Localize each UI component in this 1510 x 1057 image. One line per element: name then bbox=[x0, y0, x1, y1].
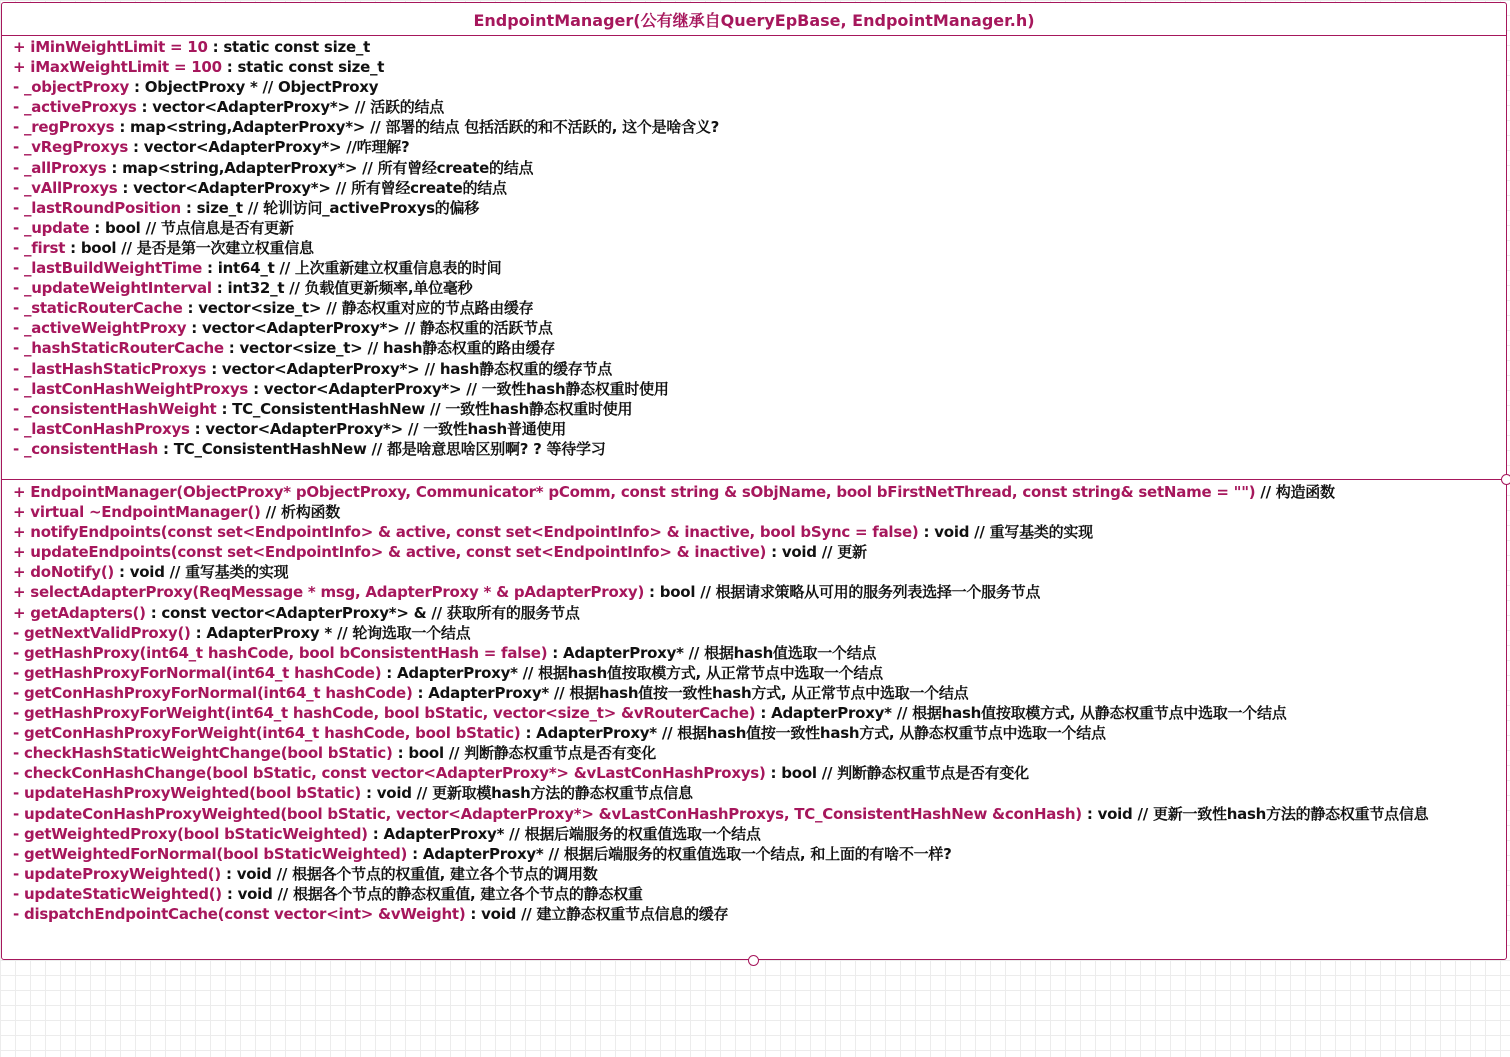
attribute-row[interactable] bbox=[13, 318, 1506, 338]
attribute-row[interactable] bbox=[13, 238, 1506, 258]
member-type: : const vector<AdapterProxy*> & // 获取所有的服务节点 bbox=[145, 603, 580, 622]
member-name: iMinWeightLimit = 10 bbox=[30, 38, 208, 56]
member-type: : void // 更新 bbox=[766, 543, 867, 562]
operations-compartment[interactable] bbox=[2, 480, 1506, 924]
operation-row[interactable] bbox=[13, 643, 1506, 663]
member-name: _objectProxy bbox=[23, 78, 130, 97]
member-name: _allProxys bbox=[23, 158, 107, 177]
operation-row[interactable] bbox=[13, 482, 1506, 502]
visibility-marker: - bbox=[13, 683, 24, 702]
attribute-row[interactable] bbox=[13, 37, 1506, 57]
attributes-compartment[interactable] bbox=[2, 36, 1506, 480]
operation-row[interactable] bbox=[13, 663, 1506, 683]
member-name: _update bbox=[23, 218, 90, 237]
visibility-marker: - bbox=[13, 643, 24, 662]
attribute-row[interactable] bbox=[13, 399, 1506, 419]
attribute-row[interactable] bbox=[13, 419, 1506, 439]
member-type: : static const size_t bbox=[207, 38, 371, 56]
visibility-marker: - bbox=[13, 824, 24, 843]
operation-row[interactable] bbox=[13, 804, 1506, 824]
member-name: updateEndpoints(const set<EndpointInfo> & active, const set<EndpointInfo> & inactive) bbox=[30, 543, 767, 562]
operation-row[interactable] bbox=[13, 582, 1506, 602]
visibility-marker: - bbox=[13, 178, 24, 197]
visibility-marker: + bbox=[13, 583, 31, 602]
operation-row[interactable] bbox=[13, 743, 1506, 763]
visibility-marker: - bbox=[13, 419, 24, 438]
member-type: : AdapterProxy* // 根据hash值按一致性hash方式, 从静态权重节点中选取一个结点 bbox=[520, 724, 1106, 743]
member-type: : AdapterProxy* // 根据后端服务的权重值选取一个结点 bbox=[367, 824, 761, 843]
member-name: getConHashProxyForNormal(int64_t hashCode) bbox=[23, 683, 413, 702]
visibility-marker: - bbox=[13, 744, 24, 763]
member-name: _lastConHashWeightProxys bbox=[23, 379, 249, 398]
member-name: getHashProxyForWeight(int64_t hashCode, bool bStatic, vector<size_t> &vRouterCache) bbox=[23, 704, 756, 723]
visibility-marker: - bbox=[13, 784, 24, 803]
visibility-marker: - bbox=[13, 764, 24, 783]
visibility-marker: - bbox=[13, 198, 24, 217]
operation-row[interactable] bbox=[13, 783, 1506, 803]
operation-row[interactable] bbox=[13, 502, 1506, 522]
member-name: doNotify() bbox=[30, 563, 115, 582]
operation-row[interactable] bbox=[13, 763, 1506, 783]
member-name: getNextValidProxy() bbox=[23, 623, 191, 642]
operation-row[interactable] bbox=[13, 723, 1506, 743]
visibility-marker: + bbox=[13, 503, 31, 522]
member-name: _lastRoundPosition bbox=[23, 198, 181, 217]
class-title[interactable]: EndpointManager(公有继承自QueryEpBase, EndpointManager.h) bbox=[2, 3, 1506, 36]
member-name: virtual ~EndpointManager() bbox=[30, 503, 261, 522]
operation-row[interactable] bbox=[13, 562, 1506, 582]
member-type: : void // 更新取模hash方法的静态权重节点信息 bbox=[361, 784, 693, 803]
member-type: : AdapterProxy* // 根据hash值按一致性hash方式, 从正常节点中选取一个结点 bbox=[412, 683, 969, 702]
visibility-marker: - bbox=[13, 78, 24, 97]
member-name: _vAllProxys bbox=[23, 178, 118, 197]
member-type: : vector<AdapterProxy*> // 静态权重的活跃节点 bbox=[186, 319, 553, 338]
member-type: : AdapterProxy* // 根据hash值按取模方式, 从正常节点中选取一个结点 bbox=[381, 663, 883, 682]
operation-row[interactable] bbox=[13, 683, 1506, 703]
member-name: updateProxyWeighted() bbox=[23, 864, 222, 883]
visibility-marker: + bbox=[13, 603, 31, 622]
visibility-marker: + bbox=[13, 38, 31, 56]
visibility-marker: - bbox=[13, 623, 24, 642]
member-name: getConHashProxyForWeight(int64_t hashCode, bool bStatic) bbox=[23, 724, 521, 743]
member-name: _activeWeightProxy bbox=[23, 319, 187, 338]
member-type: : bool // 判断静态权重节点是否有变化 bbox=[392, 744, 657, 763]
member-name: checkHashStaticWeightChange(bool bStatic) bbox=[23, 744, 393, 763]
member-name: EndpointManager(ObjectProxy* pObjectProxy, Communicator* pComm, const string & sObjName, bool bFirstNetThread, const string& setName = "") bbox=[30, 483, 1256, 501]
member-name: dispatchEndpointCache(const vector<int> &vWeight) bbox=[23, 904, 466, 923]
member-type: : void // 重写基类的实现 bbox=[918, 523, 1093, 542]
member-type: : vector<AdapterProxy*> //咋理解? bbox=[128, 138, 410, 157]
attribute-row[interactable] bbox=[13, 218, 1506, 238]
member-type: : TC_ConsistentHashNew // 都是啥意思啥区别啊? ? 等待学习 bbox=[158, 439, 606, 458]
member-name: getHashProxyForNormal(int64_t hashCode) bbox=[23, 663, 382, 682]
member-name: updateHashProxyWeighted(bool bStatic) bbox=[23, 784, 362, 803]
resize-handle-right[interactable] bbox=[1501, 474, 1510, 485]
visibility-marker: - bbox=[13, 259, 24, 278]
member-name: getWeightedForNormal(bool bStaticWeighted) bbox=[23, 844, 408, 863]
visibility-marker: - bbox=[13, 299, 24, 318]
visibility-marker: - bbox=[13, 704, 24, 723]
member-name: getHashProxy(int64_t hashCode, bool bConsistentHash = false) bbox=[23, 643, 548, 662]
operation-row[interactable] bbox=[13, 542, 1506, 562]
member-name: notifyEndpoints(const set<EndpointInfo> & active, const set<EndpointInfo> & inactive, bool bSync = false) bbox=[30, 523, 919, 542]
visibility-marker: - bbox=[13, 218, 24, 237]
member-name: _lastHashStaticProxys bbox=[23, 359, 207, 378]
operation-row[interactable] bbox=[13, 603, 1506, 623]
member-type: : vector<size_t> // 静态权重对应的节点路由缓存 bbox=[182, 299, 534, 318]
member-type: : bool // 根据请求策略从可用的服务列表选择一个服务节点 bbox=[644, 583, 1041, 602]
member-type: : map<string,AdapterProxy*> // 部署的结点 包括活跃的和不活跃的, 这个是啥含义? bbox=[114, 118, 720, 137]
attribute-row[interactable] bbox=[13, 338, 1506, 358]
operation-row[interactable] bbox=[13, 623, 1506, 643]
member-name: _consistentHashWeight bbox=[23, 399, 217, 418]
operation-row[interactable] bbox=[13, 904, 1506, 924]
visibility-marker: + bbox=[13, 543, 31, 562]
member-type: : AdapterProxy * // 轮询选取一个结点 bbox=[190, 623, 471, 642]
member-type: : AdapterProxy* // 根据hash值选取一个结点 bbox=[547, 643, 877, 662]
member-type: : void // 根据各个节点的静态权重值, 建立各个节点的静态权重 bbox=[221, 884, 643, 903]
visibility-marker: - bbox=[13, 864, 24, 883]
operation-row[interactable] bbox=[13, 703, 1506, 723]
member-type: : vector<AdapterProxy*> // 所有曾经create的结点 bbox=[117, 178, 507, 197]
member-name: getAdapters() bbox=[30, 603, 146, 622]
member-name: _lastBuildWeightTime bbox=[23, 259, 203, 278]
member-type: : AdapterProxy* // 根据hash值按取模方式, 从静态权重节点中选取一个结点 bbox=[755, 704, 1287, 723]
attribute-row[interactable] bbox=[13, 198, 1506, 218]
visibility-marker: - bbox=[13, 319, 24, 338]
visibility-marker: - bbox=[13, 439, 24, 458]
attribute-row[interactable] bbox=[13, 258, 1506, 278]
member-type: : int64_t // 上次重新建立权重信息表的时间 bbox=[202, 259, 502, 278]
visibility-marker: - bbox=[13, 844, 24, 863]
member-type: : void // 更新一致性hash方法的静态权重节点信息 bbox=[1081, 804, 1429, 823]
member-type: : map<string,AdapterProxy*> // 所有曾经create的结点 bbox=[106, 158, 534, 177]
member-name: _regProxys bbox=[23, 118, 115, 137]
attribute-row[interactable] bbox=[13, 298, 1506, 318]
member-name: _first bbox=[23, 238, 66, 257]
member-type: : ObjectProxy * // ObjectProxy bbox=[129, 78, 379, 97]
member-type: : bool // 是否是第一次建立权重信息 bbox=[65, 238, 314, 257]
member-type: : AdapterProxy* // 根据后端服务的权重值选取一个结点, 和上面的有啥不一样? bbox=[407, 844, 952, 863]
operation-row[interactable] bbox=[13, 824, 1506, 844]
member-type: : int32_t // 负载值更新频率,单位毫秒 bbox=[211, 279, 473, 298]
attribute-row[interactable] bbox=[13, 117, 1506, 137]
member-type: : vector<AdapterProxy*> // hash静态权重的缓存节点 bbox=[206, 359, 613, 378]
member-type: : bool // 判断静态权重节点是否有变化 bbox=[765, 764, 1029, 783]
attribute-row[interactable] bbox=[13, 379, 1506, 399]
visibility-marker: - bbox=[13, 399, 24, 418]
operation-row[interactable] bbox=[13, 864, 1506, 884]
member-name: updateConHashProxyWeighted(bool bStatic, vector<AdapterProxy*> &vLastConHashProxys, TC_ConsistentHashNew &conHash) bbox=[23, 804, 1082, 823]
attribute-row[interactable] bbox=[13, 359, 1506, 379]
visibility-marker: - bbox=[13, 279, 24, 298]
member-type: : void // 建立静态权重节点信息的缓存 bbox=[465, 904, 729, 923]
visibility-marker: - bbox=[13, 904, 24, 923]
member-name: getWeightedProxy(bool bStaticWeighted) bbox=[23, 824, 368, 843]
member-type: : vector<size_t> // hash静态权重的路由缓存 bbox=[223, 339, 556, 358]
member-name: updateStaticWeighted() bbox=[23, 884, 222, 903]
member-type: : bool // 节点信息是否有更新 bbox=[89, 218, 294, 237]
member-type: : vector<AdapterProxy*> // 一致性hash静态权重时使用 bbox=[248, 379, 669, 398]
visibility-marker: - bbox=[13, 238, 24, 257]
operation-row[interactable] bbox=[13, 884, 1506, 904]
member-type: : void // 重写基类的实现 bbox=[114, 563, 289, 582]
member-name: _consistentHash bbox=[23, 439, 159, 458]
member-name: iMaxWeightLimit = 100 bbox=[30, 58, 222, 77]
attribute-row[interactable] bbox=[13, 158, 1506, 178]
operation-row[interactable] bbox=[13, 844, 1506, 864]
member-name: _lastConHashProxys bbox=[23, 419, 190, 438]
visibility-marker: - bbox=[13, 359, 24, 378]
resize-handle-bottom[interactable] bbox=[748, 955, 759, 966]
attribute-row[interactable] bbox=[13, 278, 1506, 298]
member-type: // 构造函数 bbox=[1255, 483, 1335, 501]
visibility-marker: - bbox=[13, 663, 24, 682]
attribute-row[interactable] bbox=[13, 439, 1506, 459]
member-type: : static const size_t bbox=[221, 58, 385, 77]
member-name: selectAdapterProxy(ReqMessage * msg, AdapterProxy * & pAdapterProxy) bbox=[30, 583, 645, 602]
visibility-marker: + bbox=[13, 58, 31, 77]
member-name: _vRegProxys bbox=[23, 138, 129, 157]
visibility-marker: - bbox=[13, 724, 24, 743]
member-name: _activeProxys bbox=[23, 98, 137, 117]
member-type: : void // 根据各个节点的权重值, 建立各个节点的调用数 bbox=[221, 864, 598, 883]
visibility-marker: + bbox=[13, 563, 31, 582]
member-type: : vector<AdapterProxy*> // 活跃的结点 bbox=[136, 98, 444, 117]
member-type: : TC_ConsistentHashNew // 一致性hash静态权重时使用 bbox=[216, 399, 633, 418]
uml-class-box[interactable] bbox=[1, 2, 1507, 960]
visibility-marker: - bbox=[13, 98, 24, 117]
visibility-marker: - bbox=[13, 804, 24, 823]
attribute-row[interactable] bbox=[13, 137, 1506, 157]
visibility-marker: - bbox=[13, 379, 24, 398]
member-name: _hashStaticRouterCache bbox=[23, 339, 224, 358]
visibility-marker: - bbox=[13, 339, 24, 358]
member-type: : vector<AdapterProxy*> // 一致性hash普通使用 bbox=[189, 419, 566, 438]
member-type: : size_t // 轮训访问_activeProxys的偏移 bbox=[180, 198, 480, 217]
attribute-row[interactable] bbox=[13, 178, 1506, 198]
visibility-marker: - bbox=[13, 138, 24, 157]
member-name: _updateWeightInterval bbox=[23, 279, 212, 298]
visibility-marker: - bbox=[13, 158, 24, 177]
visibility-marker: - bbox=[13, 884, 24, 903]
attribute-row[interactable] bbox=[13, 97, 1506, 117]
member-type: // 析构函数 bbox=[260, 503, 340, 522]
attribute-row[interactable] bbox=[13, 77, 1506, 97]
member-name: checkConHashChange(bool bStatic, const vector<AdapterProxy*> &vLastConHashProxys) bbox=[23, 764, 766, 783]
visibility-marker: + bbox=[13, 483, 31, 501]
attribute-row[interactable] bbox=[13, 57, 1506, 77]
member-name: _staticRouterCache bbox=[23, 299, 183, 318]
visibility-marker: - bbox=[13, 118, 24, 137]
visibility-marker: + bbox=[13, 523, 31, 542]
operation-row[interactable] bbox=[13, 522, 1506, 542]
